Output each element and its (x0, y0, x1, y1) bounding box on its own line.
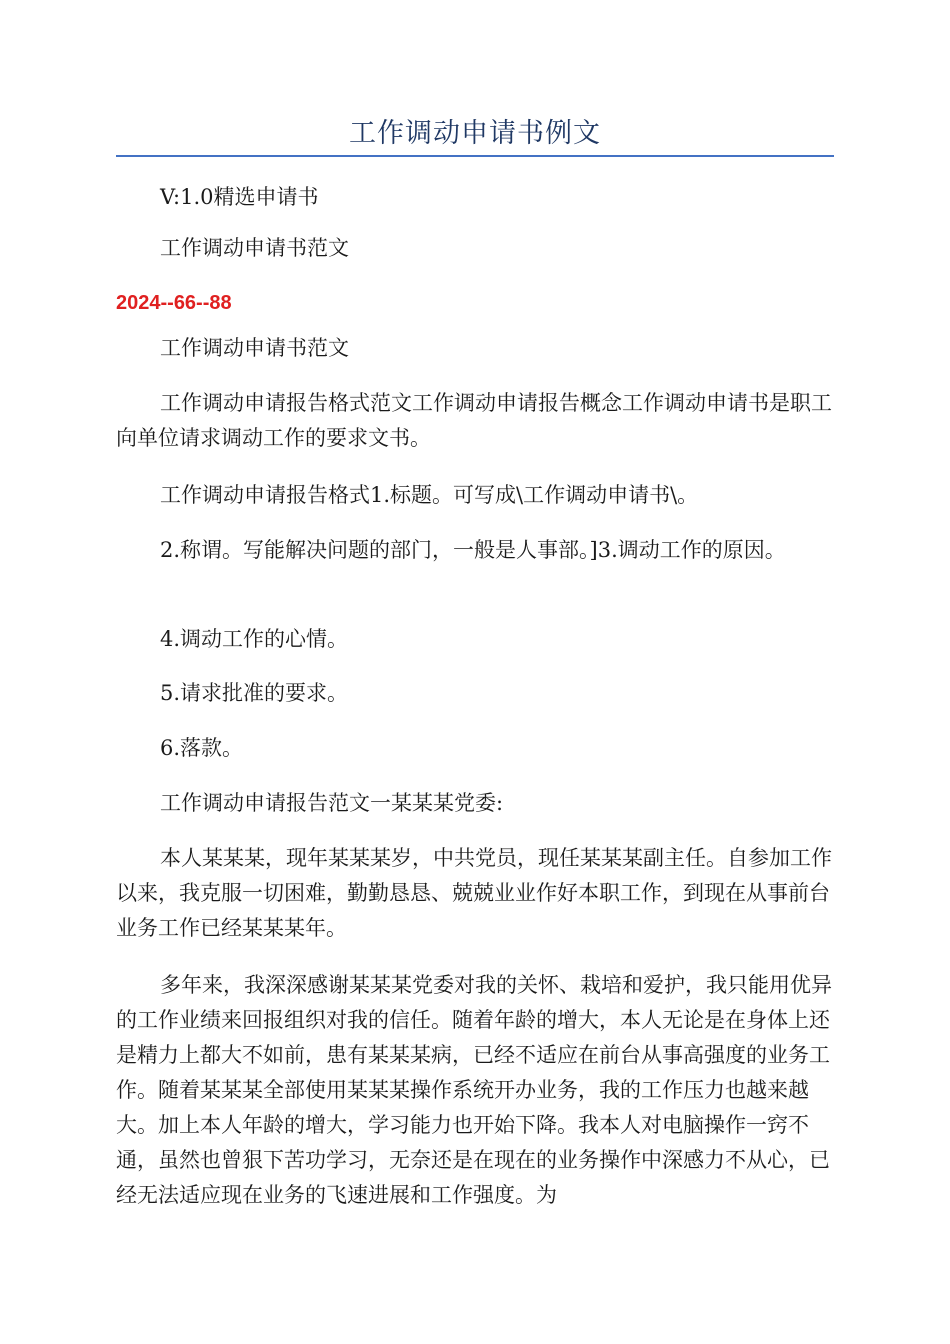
document-subtitle: 工作调动申请书范文 (160, 236, 349, 260)
paragraph: 2.称谓。写能解决问题的部门，一般是人事部。]3.调动工作的原因。 (160, 538, 786, 562)
version-line: V:1.0精选申请书 (160, 185, 319, 209)
paragraph: 工作调动申请报告范文一某某某党委: (160, 791, 504, 815)
paragraph: 6.落款。 (160, 736, 244, 760)
paragraph: 4.调动工作的心情。 (160, 627, 349, 651)
document-date: 2024--66--88 (116, 292, 232, 314)
document-title: 工作调动申请书例文 (349, 118, 601, 149)
paragraph: 工作调动申请报告格式1.标题。可写成\工作调动申请书\。 (160, 483, 699, 507)
paragraph: 多年来，我深深感谢某某某党委对我的关怀、栽培和爱护，我只能用优异的工作业绩来回报组织对我的信任。随着年龄的增大，本人无论是在身体上还是精力上都大不如前，患有某某某病，已经不适应在前台从事高强度的业务工作。随着某某某全部使用某某某操作系统开办业务，我的工作压力也越来越大。加上本人年龄的增大，学习能力也开始下降。我本人对电脑操作一窍不通，虽然也曾狠下苦功学习，无奈还是在现在的业务操作中深感力不从心，已经无法适应现在业务的飞速进展和工作强度。为 (116, 973, 832, 1207)
paragraph: 工作调动申请报告格式范文工作调动申请报告概念工作调动申请书是职工向单位请求调动工作的要求文书。 (116, 391, 832, 450)
paragraph: 5.请求批准的要求。 (160, 681, 349, 705)
paragraph: 本人某某某，现年某某某岁，中共党员，现任某某某副主任。自参加工作以来，我克服一切困难，勤勤恳恳、兢兢业业作好本职工作，到现在从事前台业务工作已经某某某年。 (116, 846, 832, 940)
title-divider (116, 155, 834, 157)
paragraph: 工作调动申请书范文 (160, 336, 349, 360)
